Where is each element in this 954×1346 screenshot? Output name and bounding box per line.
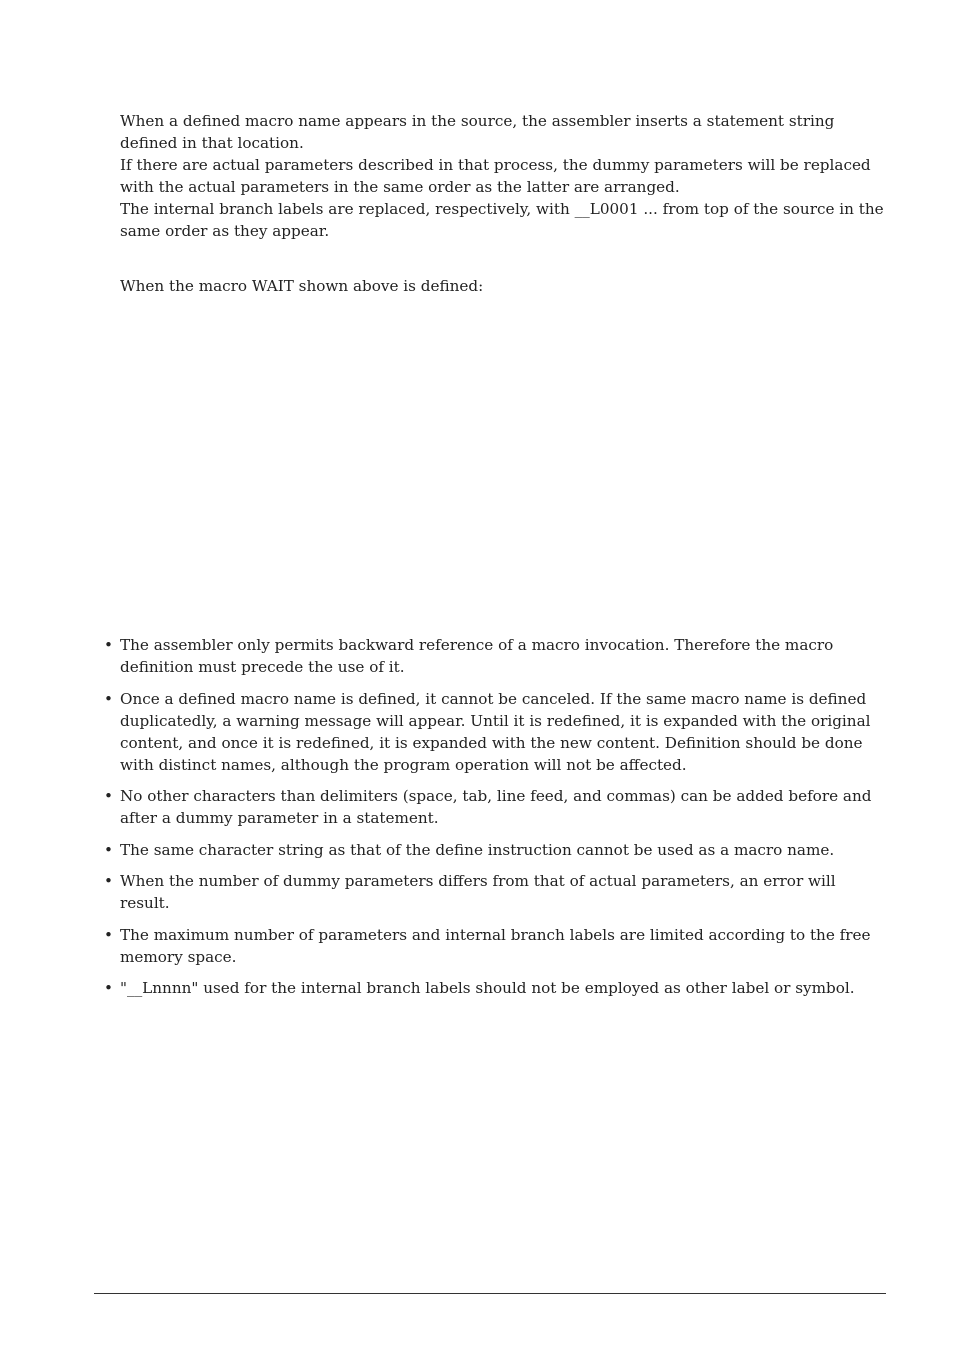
notes-list xyxy=(120,634,890,1009)
note-item-define-name-conflict: • The same character string as that of the define instruction cannot be used as a macro name. xyxy=(120,839,890,861)
footer-divider xyxy=(94,1293,886,1294)
note-item-backward-reference: • The assembler only permits backward reference of a macro invocation. Therefore the macro definition must precede the use of it. xyxy=(120,634,890,678)
paragraph-macro-insertion: When a defined macro name appears in the source, the assembler inserts a statement string defined in that location. xyxy=(120,112,835,152)
note-item-redefinition: • Once a defined macro name is defined, it cannot be canceled. If the same macro name is defined duplicatedly, a warning message will appear. Until it is redefined, it is expanded with the original content, and once it is redefined, it is expanded with the new content. Definition should be done with distinct names, although the program operation will not be affected. xyxy=(120,688,890,776)
note-item-delimiters: • No other characters than delimiters (space, tab, line feed, and commas) can be added before and after a dummy parameter in a statement. xyxy=(120,785,890,829)
note-item-parameter-count: • When the number of dummy parameters differs from that of actual parameters, an error will result. xyxy=(120,870,890,914)
paragraph-parameter-replacement: If there are actual parameters described in that process, the dummy parameters will be replaced with the actual parameters in the same order as the latter are arranged. xyxy=(120,156,871,196)
paragraph-branch-label-replacement: The internal branch labels are replaced, respectively, with __L0001 ... from top of the source in the same order as they appear. xyxy=(120,200,884,240)
note-item-reserved-labels: • "__Lnnnn" used for the internal branch labels should not be employed as other label or symbol. xyxy=(120,977,890,999)
example-intro-text: When the macro WAIT shown above is defined: xyxy=(120,277,484,295)
macro-expansion-description xyxy=(120,110,890,242)
note-item-memory-limit: • The maximum number of parameters and internal branch labels are limited according to the free memory space. xyxy=(120,924,890,968)
